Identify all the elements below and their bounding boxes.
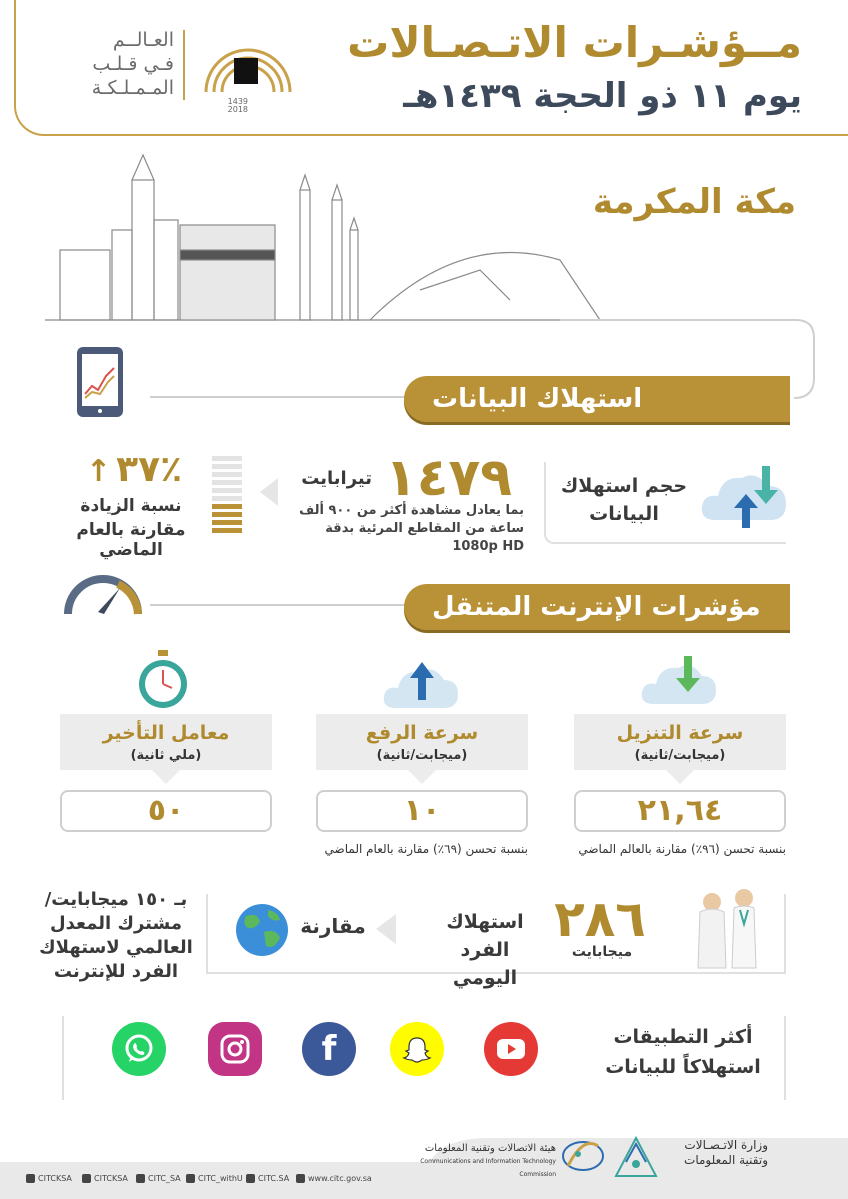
level-bar-segment — [212, 496, 242, 501]
level-bar-segment — [212, 488, 242, 493]
instagram-icon — [208, 1022, 262, 1076]
stopwatch-icon — [136, 648, 190, 710]
level-bar-segment — [212, 512, 242, 517]
upload-note: بنسبة تحسن (٦٩٪) مقارنة بالعام الماضي — [324, 842, 528, 856]
data-volume-unit: تيرابايت — [301, 468, 372, 489]
download-value: ٢١,٦٤ — [574, 790, 786, 832]
latency-header — [60, 714, 272, 770]
footer-instagram-link[interactable]: CITCKSA — [26, 1174, 72, 1183]
level-bar-segment — [212, 520, 242, 525]
footer-facebook-link[interactable]: CITC.SA — [246, 1174, 289, 1183]
ministry-logo-icon — [612, 1132, 662, 1180]
upload-speed-header — [316, 714, 528, 770]
citc-logo-icon — [560, 1136, 606, 1176]
increase-value: ٪٣٧ — [116, 449, 183, 490]
daily-label: استهلاك الفرد اليومي — [446, 911, 524, 989]
download-unit: (ميجابت/ثانية) — [634, 748, 726, 763]
global-average-text: بـ ١٥٠ ميجابايت/ مشترك المعدل العالمي لاستهلاك الفرد للإنترنت — [39, 889, 193, 982]
logo-year-1: 1439 — [227, 97, 248, 106]
section-heading-data: استهلاك البيانات — [404, 376, 790, 422]
tablet-chart-icon — [76, 346, 124, 418]
upload-value: ١٠ — [316, 790, 528, 832]
whatsapp-icon — [112, 1022, 166, 1076]
globe-icon — [234, 902, 290, 958]
level-bar-segment — [212, 464, 242, 469]
level-bar-segment — [212, 528, 242, 533]
citc-name: هيئة الاتصالات وتقنية المعلومات Communications and Information Technology Commission — [420, 1143, 556, 1178]
increase-level-bars — [212, 456, 242, 536]
kaaba-logo-icon — [196, 22, 300, 112]
youtube-small-icon — [82, 1174, 91, 1183]
latency-unit: (ملي ثانية) — [130, 748, 202, 763]
section-heading-mobile: مؤشرات الإنترنت المتنقل — [404, 584, 790, 630]
youtube-icon — [484, 1022, 538, 1076]
footer-twitter-support-link[interactable]: CITC_withU — [186, 1174, 243, 1183]
level-bar-segment — [212, 456, 242, 461]
level-bar-segment — [212, 480, 242, 485]
arrow-up-icon: ↑ — [85, 454, 112, 489]
daily-value: ٢٨٦ — [554, 890, 646, 948]
increase-label: نسبة الزيادة — [80, 496, 182, 516]
level-bar-segment — [212, 472, 242, 477]
logo-year-2: 2018 — [227, 105, 248, 112]
data-volume-value: ١٤٧٩ — [385, 448, 512, 508]
footer-twitter-link[interactable]: CITC_SA — [136, 1174, 181, 1183]
cloud-download-icon — [640, 654, 718, 706]
apps-heading: أكثر التطبيقات استهلاكاً للبيانات — [605, 1026, 761, 1078]
facebook-small-icon — [246, 1174, 255, 1183]
data-volume-label: حجم استهلاك البيانات — [560, 475, 688, 525]
cloud-download-upload-icon — [698, 462, 790, 530]
makkah-skyline-illustration — [40, 150, 610, 325]
footer-website-link[interactable]: www.citc.gov.sa — [296, 1174, 372, 1183]
event-logo-text: العـالــم فـي قـلـب المـمـلـكـة — [91, 29, 174, 99]
twitter-small-icon — [186, 1174, 195, 1183]
data-volume-note: بما يعادل مشاهدة أكثر من ٩٠٠ ألف ساعة من المقاطع المرئية بدقة 1080p HD — [299, 503, 524, 554]
chevron-left-icon — [258, 476, 280, 508]
latency-value: ٥٠ — [60, 790, 272, 832]
level-bar-segment — [212, 504, 242, 509]
footer-youtube-link[interactable]: CITCKSA — [82, 1174, 128, 1183]
page-title: مــؤشـرات الاتـصـالات — [347, 18, 802, 67]
daily-unit: ميجابايت — [571, 944, 633, 960]
instagram-small-icon — [26, 1174, 35, 1183]
facebook-icon: f — [302, 1022, 356, 1076]
chevron-left-icon — [374, 912, 398, 946]
connector-line — [150, 604, 410, 606]
twitter-small-icon — [136, 1174, 145, 1183]
download-title: سرعة التنزيل — [616, 722, 744, 744]
increase-note: مقارنة بالعام الماضي — [76, 520, 186, 560]
upload-unit: (ميجابت/ثانية) — [376, 748, 468, 763]
globe-small-icon — [296, 1174, 305, 1183]
speedometer-icon — [62, 572, 144, 618]
ministry-name: وزارة الاتـصـالات وتقنية المعلومات — [684, 1138, 768, 1167]
upload-title: سرعة الرفع — [365, 722, 479, 744]
download-speed-header — [574, 714, 786, 770]
snapchat-icon — [390, 1022, 444, 1076]
connector-line — [150, 396, 410, 398]
page-subtitle: يوم ١١ ذو الحجة ١٤٣٩هـ — [403, 76, 802, 116]
latency-title: معامل التأخير — [102, 722, 230, 744]
increase-value-group — [72, 449, 196, 490]
cloud-upload-icon — [382, 658, 460, 710]
compare-label: مقارنة — [300, 914, 366, 938]
download-note: بنسبة تحسن (٩٦٪) مقارنة بالعالم الماضي — [578, 842, 786, 856]
logo-divider — [183, 30, 185, 100]
city-title: مكة المكرمة — [592, 182, 796, 222]
pilgrims-illustration-icon — [690, 884, 764, 970]
